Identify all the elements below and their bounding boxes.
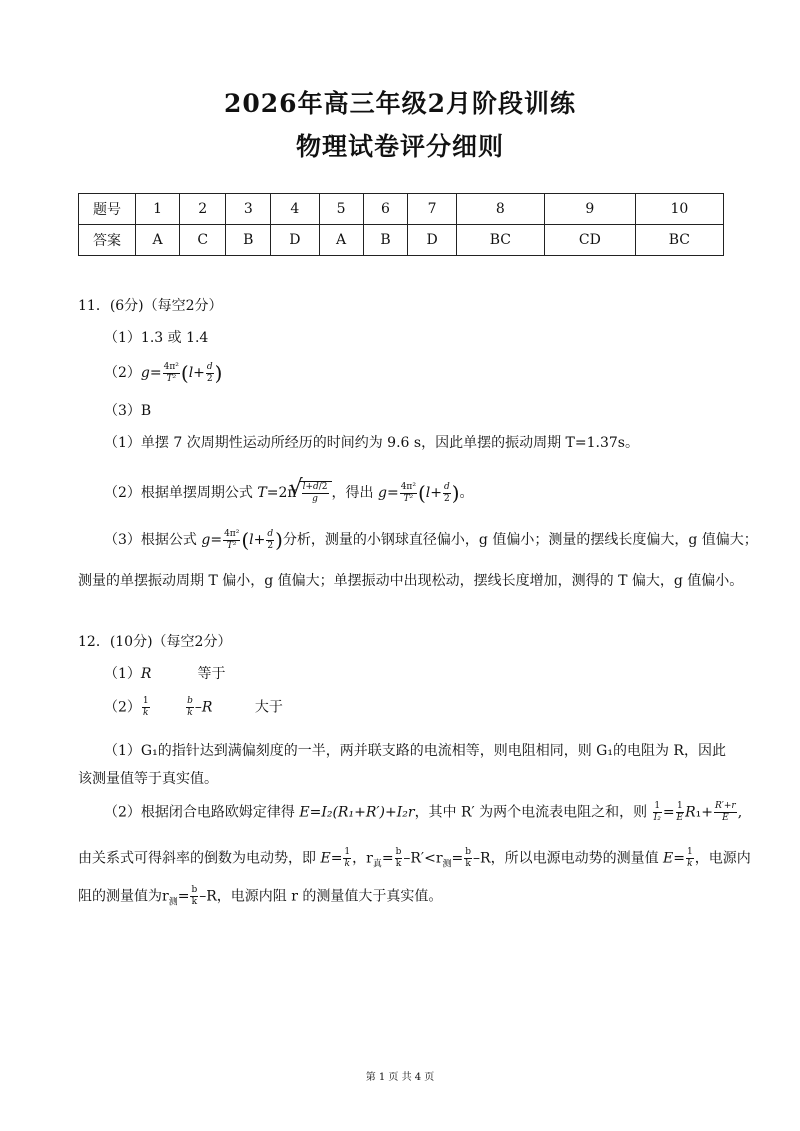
answer-cell: D [271,225,319,256]
answer-cell: BC [635,225,723,256]
question-number-cell: 6 [363,194,408,225]
answer-cell: C [180,225,226,256]
question-number-cell: 3 [226,194,271,225]
page-footer: 第 1 页 共 4 页 [365,1072,435,1083]
q11-explain-3-line2: 测量的单摆振动周期 T 偏小，g 值偏大；单摆振动中出现松动，摆线长度增加，测得的 T 偏大，g 值偏小。 [78,573,744,589]
q12-answer-2: （2） $\frac{1}{k}$ $\frac{b}{k}$ –R 大于 [104,696,283,718]
question-number-cell: 7 [408,194,456,225]
q11-explain-1: （1）单摆 7 次周期性运动所经历的时间约为 9.6 s，因此单摆的振动周期 T=1.37s。 [104,435,639,451]
answer-cell: BC [456,225,544,256]
question-number-cell: 2 [180,194,226,225]
question-number-cell: 5 [319,194,363,225]
q11-explain-3: （3）根据公式 g= $\frac{\text{4π²}}{\text{T²}}$ (l+ $\frac{d}{2}$ )分析，测量的小钢球直径偏小，g 值偏小；测量的摆线长度偏大，g 值偏大； [104,528,758,552]
question-number-cell: 4 [271,194,319,225]
answer-cell: B [226,225,271,256]
answer-cell: A [136,225,180,256]
answer-table [78,193,724,256]
q11-explain-2: （2）根据单摆周期公式 T=2π √ $\frac{l+d/2}{g}$ ，得出 g= $\frac{\text{4π²}}{\text{T²}}$ (l+ $\frac{d}{2}$ )。 [104,481,474,505]
q12-explain-2-line3: 阻的测量值为$r_测=$ $\frac{b}{k}$ –R，电源内阻 r 的测量值大于真实值。 [78,885,443,908]
q12-heading: 12．(10分)（每空2分） [78,634,232,650]
q11-heading: 11．(6分)（每空2分） [78,298,223,314]
answer-table-number-row [79,194,724,225]
q11-answer-1: （1）1.3 或 1.4 [104,330,209,346]
row-label-answer: 答案 [79,225,136,256]
answer-table-answer-row [79,225,724,256]
q12-explain-1: （1）G₁的指针达到满偏刻度的一半，两并联支路的电流相等，则电阻相同，则 G₁的电阻为 R，因此 [104,743,726,759]
q11-answer-3: （3）B [104,403,152,419]
answer-cell: CD [544,225,635,256]
row-label-number: 题号 [79,194,136,225]
q12-explain-2-line2: 由关系式可得斜率的倒数为电动势，即 E= $\frac{1}{k}$ ，$r_真=$ $\frac{b}{k}$ $-R'<r_测=$ $\frac{b}{k}$ –R，所以电源电动势的测量值 E= $\frac{1}{k}$ ，电源内 [78,847,751,870]
question-number-cell: 9 [544,194,635,225]
q12-explain-1-line2: 该测量值等于真实值。 [78,771,218,787]
question-number-cell: 8 [456,194,544,225]
answer-cell: D [408,225,456,256]
page-subtitle: 物理试卷评分细则 [295,132,504,161]
answer-cell: B [363,225,408,256]
q12-explain-2: （2）根据闭合电路欧姆定律得 E=I₂(R₁+R′)+I₂r，其中 R′ 为两个电流表电阻之和，则 $\frac{1}{\text{I₂}}$ = $\frac{1}{E}$ R₁+ $\frac{R'+r}{E}$ , [104,801,743,823]
question-number-cell: 10 [635,194,723,225]
answer-cell: A [319,225,363,256]
question-number-cell: 1 [136,194,180,225]
q12-answer-1: （1）R 等于 [104,666,226,682]
page-title: 2026年高三年级2月阶段训练 [224,89,576,118]
q11-answer-2: （2）g= $\frac{\text{4π²}}{\text{T²}}$ (l+ $\frac{d}{2}$ ) [104,361,223,385]
